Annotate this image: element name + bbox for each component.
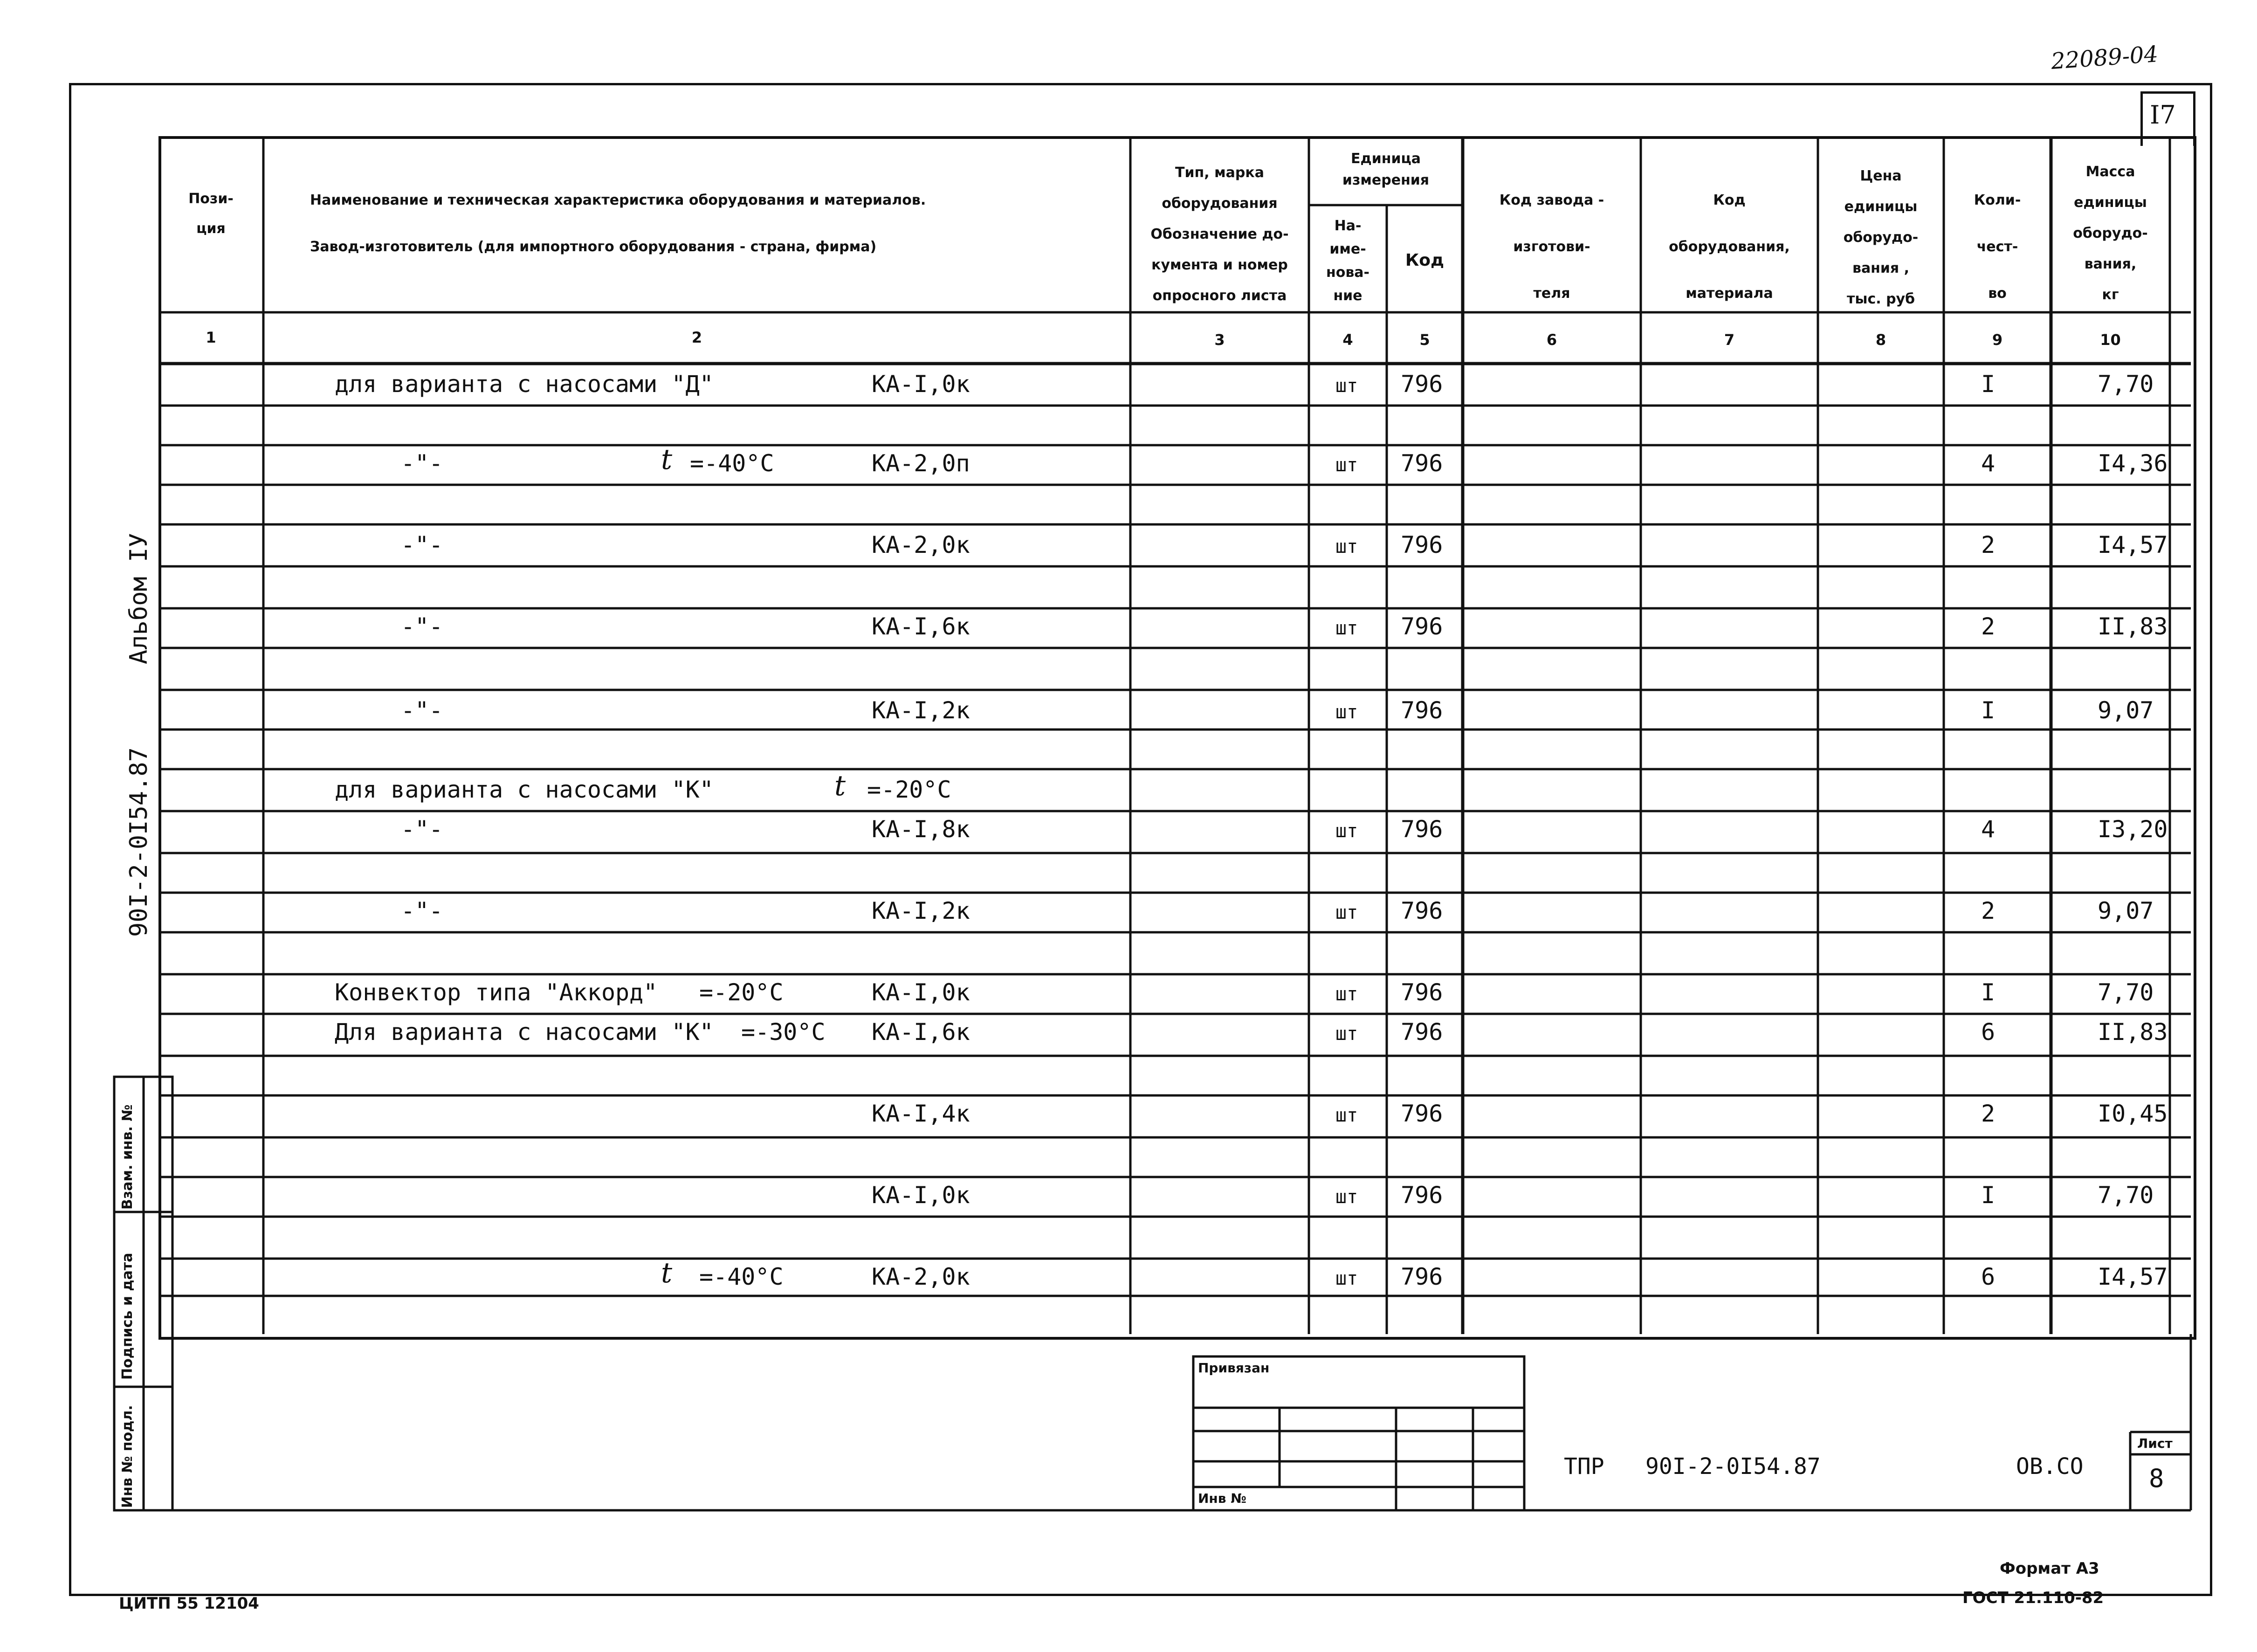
- row-description: Для варианта с насосами "К": [335, 1019, 714, 1046]
- row-code: 796: [1401, 1263, 1443, 1290]
- row-unit: шт: [1335, 375, 1358, 397]
- colnum-9: 9: [1992, 331, 2003, 349]
- row-code: 796: [1401, 697, 1443, 724]
- row-qty: 2: [1981, 531, 1996, 558]
- row-unit: шт: [1335, 536, 1358, 558]
- colnum-4: 4: [1342, 331, 1353, 349]
- colnum-3: 3: [1214, 331, 1225, 349]
- colnum-7: 7: [1724, 331, 1735, 349]
- row-unit: шт: [1335, 454, 1358, 476]
- album-label: Альбом IУ: [125, 533, 153, 664]
- row-mass: 9,07: [2098, 897, 2154, 924]
- corner-mark: 22089-04: [2050, 41, 2159, 75]
- row-temperature: =-30°С: [741, 1019, 826, 1046]
- row-temperature: =-40°С: [699, 1263, 784, 1290]
- header-col2: Наименование и техническая характеристика оборудования и материалов. Завод-изготовитель (для импортного оборудования - страна, фирма): [310, 192, 926, 255]
- row-code: 796: [1401, 1100, 1443, 1127]
- row-temperature: =-40°С: [690, 450, 774, 477]
- row-qty: 2: [1981, 897, 1996, 924]
- colnum-6: 6: [1546, 331, 1557, 349]
- row-mark: КА-2,0п: [872, 450, 970, 477]
- page-top-number: I7: [2150, 100, 2176, 130]
- row-qty: 2: [1981, 613, 1996, 640]
- row-code: 796: [1401, 979, 1443, 1006]
- stamp-section: ОВ.СО: [2016, 1453, 2084, 1480]
- row-code: 796: [1401, 1182, 1443, 1209]
- row-code: 796: [1401, 531, 1443, 558]
- row-description: -"-: [401, 613, 443, 640]
- row-mass: 7,70: [2098, 1182, 2154, 1209]
- row-qty: I: [1981, 371, 1996, 398]
- row-mass: I4,36: [2098, 450, 2168, 477]
- header-col6: Код завода - изготови- теля: [1499, 192, 1604, 302]
- row-unit: шт: [1335, 702, 1358, 723]
- row-mass: II,83: [2098, 1019, 2168, 1046]
- row-description: -"-: [401, 816, 443, 843]
- row-code: 796: [1401, 371, 1443, 398]
- row-description: -"-: [401, 450, 443, 477]
- side-podpis-data: Подпись и дата: [119, 1253, 136, 1380]
- header-units-group: Единица измерения: [1342, 151, 1430, 188]
- row-mass: 7,70: [2098, 979, 2154, 1006]
- row-mass: I4,57: [2098, 1263, 2168, 1290]
- stamp-list-number: 8: [2149, 1464, 2164, 1493]
- row-qty: 6: [1981, 1263, 1996, 1290]
- row-t-symbol: t: [661, 1257, 673, 1289]
- stamp-inv-no: Инв №: [1198, 1491, 1246, 1506]
- row-t-symbol: t: [834, 770, 846, 802]
- row-description: для варианта с насосами "Д": [335, 371, 714, 398]
- header-col3: Тип, марка оборудования Обозначение до- кумента и номер опросного листа: [1150, 165, 1289, 304]
- row-mark: КА-I,0к: [872, 979, 970, 1006]
- row-mass: I3,20: [2098, 816, 2168, 843]
- row-unit: шт: [1335, 1105, 1358, 1126]
- header-col1: Пози- ция: [188, 191, 234, 237]
- row-code: 796: [1401, 1019, 1443, 1046]
- row-qty: 6: [1981, 1019, 1996, 1046]
- colnum-8: 8: [1875, 331, 1886, 349]
- colnum-5: 5: [1419, 331, 1430, 349]
- row-mark: КА-I,0к: [872, 1182, 970, 1209]
- side-vzam-inv: Взам. инв. №: [119, 1104, 136, 1210]
- colnum-10: 10: [2100, 331, 2121, 349]
- row-mark: КА-I,8к: [872, 816, 970, 843]
- header-col8: Цена единицы оборудо- вания , тыс. руб: [1843, 168, 1919, 307]
- row-mark: КА-I,2к: [872, 897, 970, 924]
- row-code: 796: [1401, 897, 1443, 924]
- row-unit: шт: [1335, 820, 1358, 842]
- row-temperature: =-20°С: [699, 979, 784, 1006]
- row-unit: шт: [1335, 1186, 1358, 1208]
- side-inv-podl: Инв № подл.: [119, 1405, 136, 1508]
- row-description: -"-: [401, 897, 443, 924]
- row-mark: КА-2,0к: [872, 531, 970, 558]
- stamp-tpr: ТПР: [1564, 1453, 1604, 1480]
- row-description: -"-: [401, 531, 443, 558]
- row-qty: I: [1981, 979, 1996, 1006]
- footer-left: ЦИТП 55 12104: [119, 1594, 259, 1613]
- row-qty: 2: [1981, 1100, 1996, 1127]
- row-mass: II,83: [2098, 613, 2168, 640]
- row-temperature: =-20°С: [867, 776, 951, 803]
- row-mass: I0,45: [2098, 1100, 2168, 1127]
- row-unit: шт: [1335, 1023, 1358, 1045]
- row-mass: I4,57: [2098, 531, 2168, 558]
- row-t-symbol: t: [661, 443, 673, 476]
- row-description: -"-: [401, 697, 443, 724]
- row-code: 796: [1401, 816, 1443, 843]
- side-doc-code: 90I-2-0I54.87: [125, 747, 153, 937]
- row-code: 796: [1401, 613, 1443, 640]
- row-unit: шт: [1335, 984, 1358, 1005]
- colnum-2: 2: [691, 329, 702, 346]
- row-qty: I: [1981, 697, 1996, 724]
- colnum-1: 1: [206, 329, 216, 346]
- row-code: 796: [1401, 450, 1443, 477]
- row-description: для варианта с насосами "К": [335, 776, 714, 803]
- row-mark: КА-2,0к: [872, 1263, 970, 1290]
- stamp-list-label: Лист: [2137, 1436, 2173, 1451]
- row-mark: КА-I,0к: [872, 371, 970, 398]
- header-col7: Код оборудования, материала: [1669, 192, 1790, 302]
- row-unit: шт: [1335, 618, 1358, 639]
- row-mass: 7,70: [2098, 371, 2154, 398]
- row-unit: шт: [1335, 902, 1358, 923]
- footer-gost: ГОСТ 21.110-82: [1962, 1589, 2104, 1607]
- header-col9: Коли- чест- во: [1974, 192, 2021, 302]
- row-mass: 9,07: [2098, 697, 2154, 724]
- row-qty: I: [1981, 1182, 1996, 1209]
- header-col4: На- име- нова- ние: [1326, 218, 1370, 304]
- stamp-privyazan: Привязан: [1198, 1360, 1270, 1376]
- header-col10: Масса единицы оборудо- вания, кг: [2073, 164, 2148, 303]
- row-unit: шт: [1335, 1268, 1358, 1289]
- row-qty: 4: [1981, 816, 1996, 843]
- row-mark: КА-I,6к: [872, 1019, 970, 1046]
- row-mark: КА-I,6к: [872, 613, 970, 640]
- header-col5: Код: [1405, 251, 1445, 270]
- row-mark: КА-I,4к: [872, 1100, 970, 1127]
- stamp-doc-code: 90I-2-0I54.87: [1645, 1453, 1821, 1480]
- row-qty: 4: [1981, 450, 1996, 477]
- row-mark: КА-I,2к: [872, 697, 970, 724]
- row-description: Конвектор типа "Аккорд": [335, 979, 658, 1006]
- footer-format: Формат А3: [2000, 1559, 2099, 1578]
